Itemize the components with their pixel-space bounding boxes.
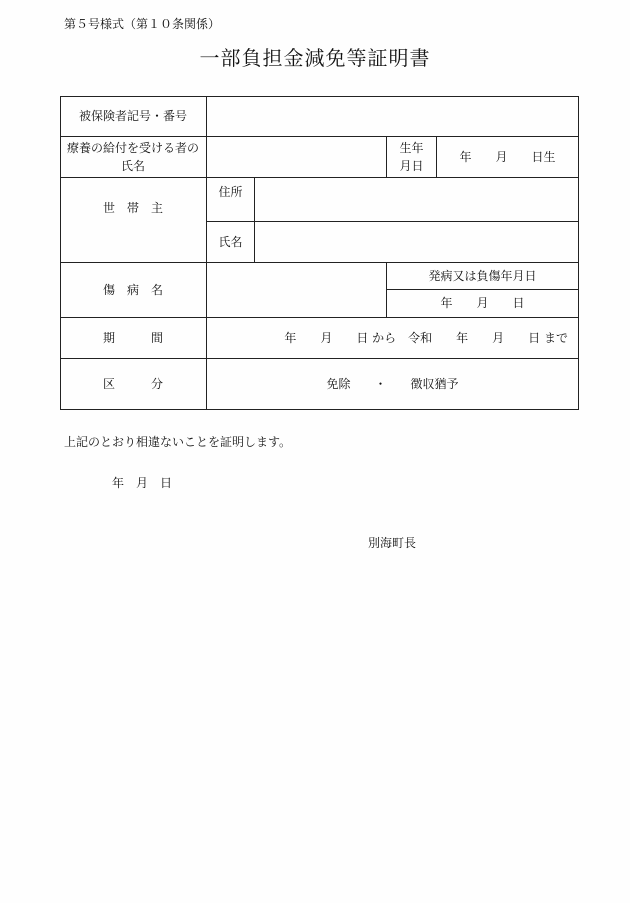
recipient-label-line2: 氏名: [120, 158, 145, 173]
insured-number-label: 被保険者記号・番号: [78, 109, 187, 123]
name-field[interactable]: [255, 221, 578, 262]
table-rule: [578, 96, 579, 410]
issuer-mayor: 別海町長: [368, 536, 417, 550]
period-label: 期 間: [102, 330, 163, 345]
onset-date-label: 発病又は負傷年月日: [428, 268, 537, 283]
address-label: 住所: [218, 185, 243, 199]
recipient-name-field[interactable]: [207, 136, 386, 177]
onset-date-field[interactable]: 年 月 日: [440, 296, 525, 310]
disease-field[interactable]: [207, 262, 386, 317]
address-field[interactable]: [255, 177, 578, 221]
household-head-label: 世 帯 主: [102, 200, 163, 215]
insured-number-field[interactable]: [207, 96, 578, 136]
table-rule: [60, 409, 579, 410]
recipient-name-label: [60, 136, 206, 177]
certificate-table: [60, 96, 579, 410]
birthdate-label-line2: 月日: [399, 158, 424, 173]
birthdate-label: [387, 136, 436, 177]
form-number: 第５号様式（第１０条関係）: [64, 17, 221, 31]
disease-label: 傷 病 名: [102, 282, 163, 297]
document-title: 一部負担金減免等証明書: [199, 46, 431, 70]
period-field[interactable]: 年 月 日 から 令和 年 月 日 まで: [284, 330, 568, 345]
name-label: 氏名: [218, 234, 243, 249]
certification-statement: 上記のとおり相違ないことを証明します。: [64, 435, 292, 449]
category-label: 区 分: [102, 376, 163, 391]
birthdate-field[interactable]: 年 月 日生: [459, 149, 556, 164]
birthdate-label-line1: 生年: [399, 140, 424, 155]
certification-date: 年 月 日: [112, 476, 173, 490]
category-field[interactable]: 免除 ・ 徴収猶予: [326, 376, 459, 391]
recipient-label-line1: 療養の給付を受ける者の: [66, 140, 199, 155]
